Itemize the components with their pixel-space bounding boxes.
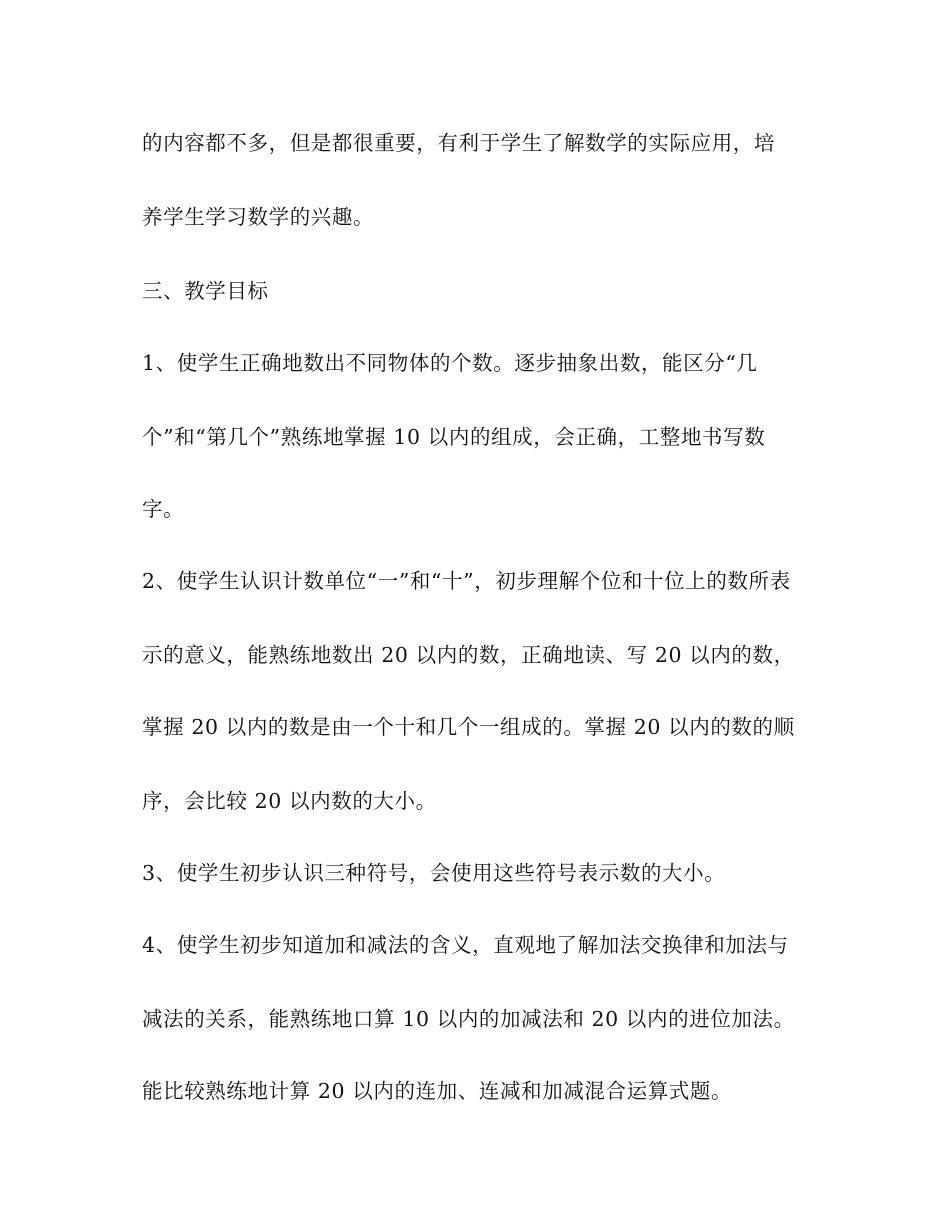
section-heading: 三、教学目标 xyxy=(142,279,269,303)
paragraph-line: 养学生学习数学的兴趣。 xyxy=(142,205,375,229)
paragraph-line: 掌握 20 以内的数是由一个十和几个一组成的。掌握 20 以内的数的顺 xyxy=(142,715,795,739)
paragraph-line: 的内容都不多，但是都很重要，有利于学生了解数学的实际应用，培 xyxy=(142,131,775,155)
paragraph-line: 能比较熟练地计算 20 以内的连加、连减和加减混合运算式题。 xyxy=(142,1079,733,1103)
paragraph-line: 3、使学生初步认识三种符号，会使用这些符号表示数的大小。 xyxy=(142,861,726,885)
paragraph-line: 个”和“第几个”熟练地掌握 10 以内的组成，会正确，工整地书写数 xyxy=(142,425,766,449)
paragraph-line: 示的意义，能熟练地数出 20 以内的数，正确地读、写 20 以内的数， xyxy=(142,643,795,667)
paragraph-line: 减法的关系，能熟练地口算 10 以内的加减法和 20 以内的进位加法。 xyxy=(142,1007,795,1031)
paragraph-line: 字。 xyxy=(142,497,185,521)
paragraph-line: 4、使学生初步知道加和减法的含义，直观地了解加法交换律和加法与 xyxy=(142,933,789,957)
paragraph-line: 2、使学生认识计数单位“一”和“十”，初步理解个位和十位上的数所表 xyxy=(142,569,791,593)
paragraph-line: 序，会比较 20 以内数的大小。 xyxy=(142,789,437,813)
paragraph-line: 1、使学生正确地数出不同物体的个数。逐步抽象出数，能区分“几 xyxy=(142,351,758,375)
